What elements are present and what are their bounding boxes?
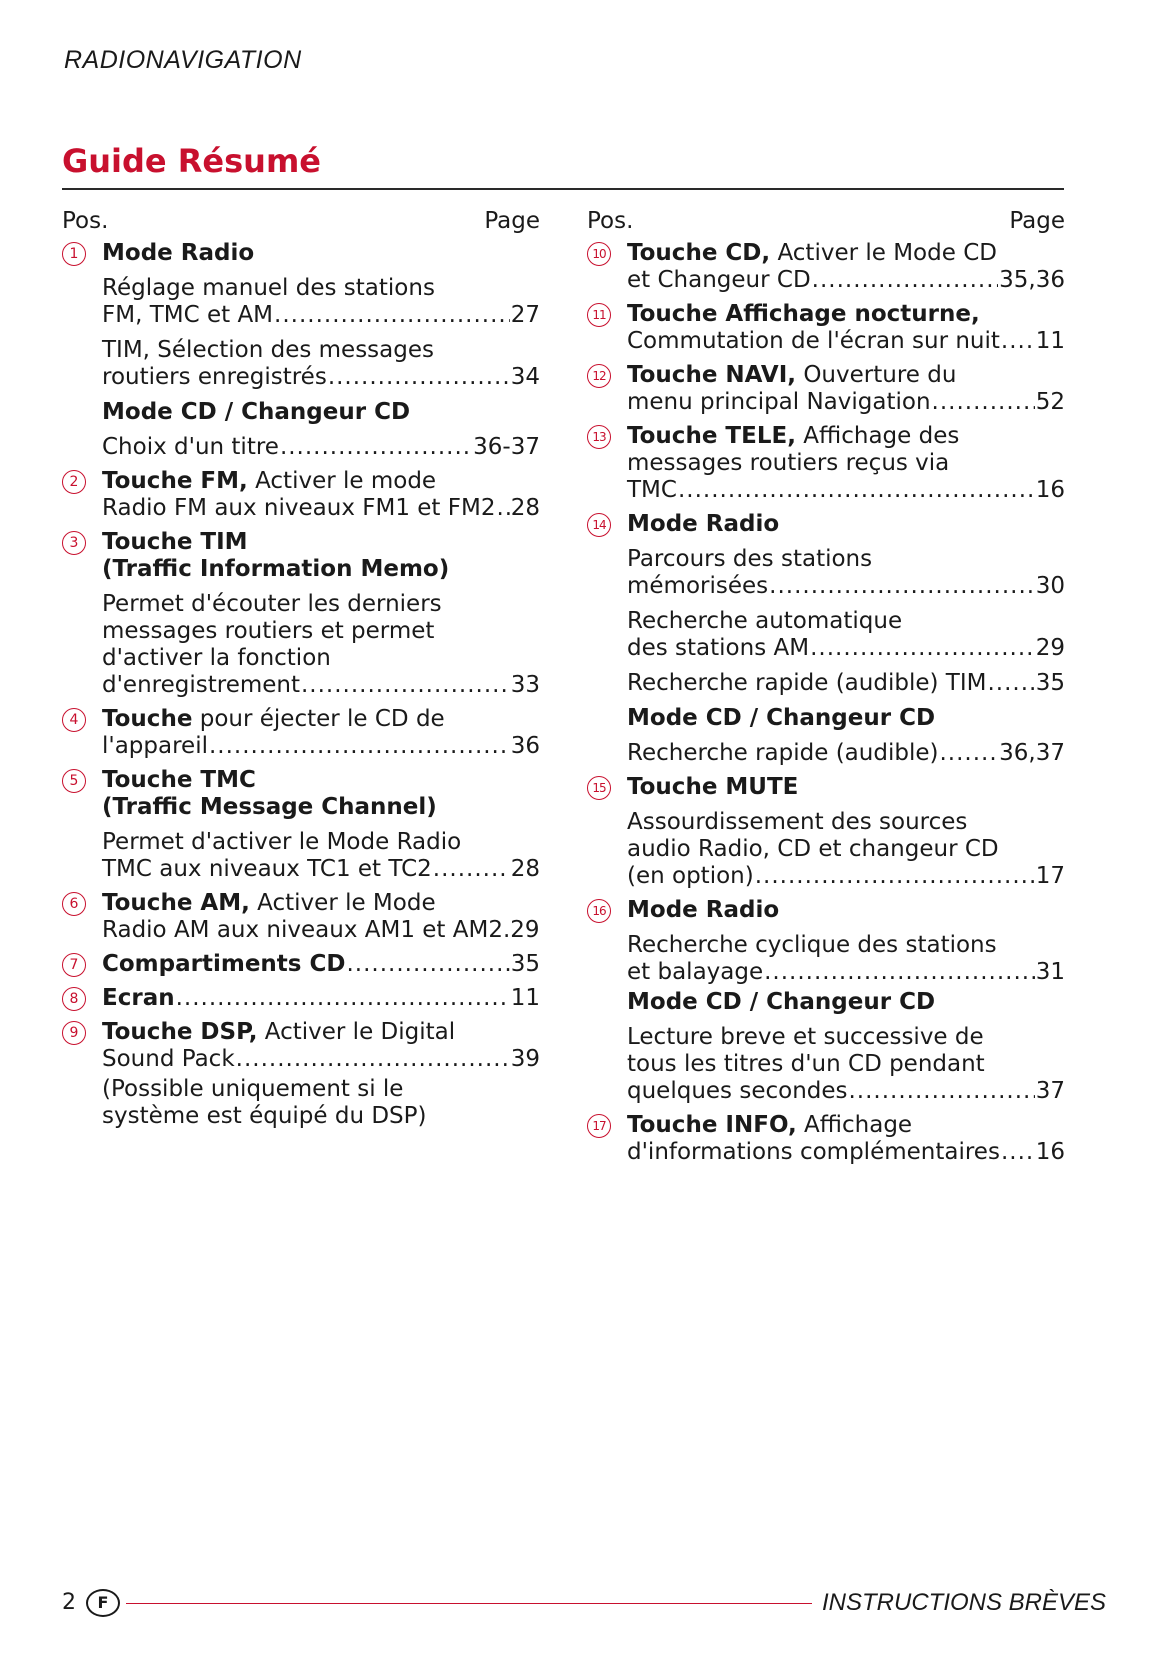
column-header xyxy=(587,208,1065,240)
entry-text: Ouverture du xyxy=(796,362,957,388)
sub-entry xyxy=(102,1076,540,1130)
entry-text: Affichage xyxy=(796,1112,913,1138)
entry-heading: Touche MUTE xyxy=(627,774,799,800)
page-ref: 36,37 xyxy=(999,740,1065,766)
position-marker: 2 xyxy=(62,470,86,494)
entry-heading: Touche AM, xyxy=(102,890,250,916)
toc-line xyxy=(102,985,540,1012)
dot-leader xyxy=(433,856,510,883)
entry-text: tous les titres d'un CD pendant xyxy=(627,1051,985,1077)
entry-text: des stations AM xyxy=(627,635,810,661)
toc-line xyxy=(102,495,540,522)
page-ref: 29 xyxy=(510,917,540,943)
entry-text: d'enregistrement xyxy=(102,672,300,698)
position-marker: 14 xyxy=(587,513,611,537)
dot-leader xyxy=(346,951,509,978)
dot-leader xyxy=(678,477,1035,504)
entry-subheading: Mode CD / Changeur CD xyxy=(627,705,936,731)
dot-leader xyxy=(755,863,1035,890)
toc-line xyxy=(627,1078,1065,1105)
dot-leader xyxy=(812,267,998,294)
entry-text: Permet d'activer le Mode Radio xyxy=(102,829,462,855)
entry-text: Réglage manuel des stations xyxy=(102,275,435,301)
entry-4 xyxy=(62,706,540,760)
toc-line xyxy=(627,635,1065,662)
entry-text: Choix d'un titre xyxy=(102,434,279,460)
sub-entry xyxy=(627,740,1065,767)
page-ref: 36-37 xyxy=(473,434,540,460)
entry-7 xyxy=(62,951,540,978)
toc-line xyxy=(102,302,540,329)
entry-text: d'informations complémentaires xyxy=(627,1139,1000,1165)
entry-text: mémorisées xyxy=(627,573,769,599)
dot-leader xyxy=(769,573,1035,600)
page-ref: 30 xyxy=(1035,573,1065,599)
entry-text: Sound Pack xyxy=(102,1046,235,1072)
entry-text: quelques secondes xyxy=(627,1078,848,1104)
entry-heading: Touche CD, xyxy=(627,240,771,266)
entry-text: TMC xyxy=(627,477,677,503)
left-column xyxy=(62,208,540,1137)
dot-leader xyxy=(810,635,1035,662)
toc-line xyxy=(102,672,540,699)
dot-leader xyxy=(1001,328,1035,355)
pos-label: Pos. xyxy=(587,208,634,234)
dot-leader xyxy=(274,302,510,329)
toc-line xyxy=(102,856,540,883)
sub-entry xyxy=(102,829,540,883)
entry-13 xyxy=(587,423,1065,504)
entry-text: Recherche automatique xyxy=(627,608,903,634)
entry-2 xyxy=(62,468,540,522)
page-ref: 29 xyxy=(1035,635,1065,661)
dot-leader xyxy=(496,495,509,522)
toc-line xyxy=(627,863,1065,890)
toc-line xyxy=(627,328,1065,355)
column-header xyxy=(62,208,540,240)
toc-line xyxy=(627,573,1065,600)
entry-text: routiers enregistrés xyxy=(102,364,327,390)
entry-subheading: Mode CD / Changeur CD xyxy=(627,989,936,1015)
entry-heading: Mode Radio xyxy=(102,240,255,266)
page-ref: 27 xyxy=(510,302,540,328)
entry-heading: (Traffic Message Channel) xyxy=(102,794,437,820)
entry-text: TMC aux niveaux TC1 et TC2 xyxy=(102,856,432,882)
entry-text: Activer le Mode xyxy=(249,890,436,916)
dot-leader xyxy=(176,985,510,1012)
note-text: (Possible uniquement si le xyxy=(102,1076,404,1102)
entry-text: Recherche rapide (audible) xyxy=(627,740,939,766)
dot-leader xyxy=(987,670,1034,697)
entry-heading: Compartiments CD xyxy=(102,951,346,977)
page-ref: 37 xyxy=(1035,1078,1065,1104)
page-ref: 34 xyxy=(510,364,540,390)
sub-entry xyxy=(627,546,1065,600)
page-ref: 16 xyxy=(1035,477,1065,503)
sub-entry xyxy=(627,670,1065,697)
country-badge: F xyxy=(86,1589,120,1617)
toc-line xyxy=(102,434,540,461)
entry-text: d'activer la fonction xyxy=(102,645,331,671)
entry-heading: Touche xyxy=(102,706,193,732)
entry-8 xyxy=(62,985,540,1012)
entry-text: Recherche cyclique des stations xyxy=(627,932,997,958)
entry-11 xyxy=(587,301,1065,355)
sub-entry xyxy=(102,337,540,391)
position-marker: 11 xyxy=(587,303,611,327)
entry-5 xyxy=(62,767,540,883)
sub-entry xyxy=(627,608,1065,662)
entry-3 xyxy=(62,529,540,699)
position-marker: 13 xyxy=(587,425,611,449)
toc-line xyxy=(627,1139,1065,1166)
entry-6 xyxy=(62,890,540,944)
entry-heading: Ecran xyxy=(102,985,175,1011)
toc-line xyxy=(627,740,1065,767)
toc-line xyxy=(627,477,1065,504)
running-head: RADIONAVIGATION xyxy=(64,46,302,74)
toc-line xyxy=(102,364,540,391)
pos-label: Pos. xyxy=(62,208,109,234)
footer-rule xyxy=(126,1603,812,1604)
entry-text: Radio AM aux niveaux AM1 et AM2. xyxy=(102,917,511,943)
dot-leader xyxy=(939,740,998,767)
entry-text: et Changeur CD xyxy=(627,267,811,293)
toc-line xyxy=(102,917,540,944)
page-ref: 16 xyxy=(1035,1139,1065,1165)
dot-leader xyxy=(280,434,472,461)
sub-entry xyxy=(102,275,540,329)
entry-text: Permet d'écouter les derniers xyxy=(102,591,442,617)
entry-text: pour éjecter le CD de xyxy=(192,706,445,732)
page-number: 2 xyxy=(62,1590,76,1615)
entry-text: Parcours des stations xyxy=(627,546,873,572)
page-ref: 28 xyxy=(510,495,540,521)
entry-text: Activer le Mode CD xyxy=(770,240,997,266)
toc-line xyxy=(102,951,540,978)
entry-heading: Mode Radio xyxy=(627,897,780,923)
page-ref: 35,36 xyxy=(999,267,1065,293)
dot-leader xyxy=(328,364,510,391)
sub-entry xyxy=(627,1024,1065,1105)
sub-entry xyxy=(627,809,1065,890)
entry-text: et balayage xyxy=(627,959,764,985)
page-ref: 11 xyxy=(1035,328,1065,354)
page-ref: 17 xyxy=(1035,863,1065,889)
position-marker: 17 xyxy=(587,1114,611,1138)
position-marker: 15 xyxy=(587,776,611,800)
position-marker: 5 xyxy=(62,769,86,793)
entry-text: audio Radio, CD et changeur CD xyxy=(627,836,999,862)
entry-text: Affichage des xyxy=(795,423,960,449)
page-ref: 28 xyxy=(510,856,540,882)
entry-9 xyxy=(62,1019,540,1130)
dot-leader xyxy=(236,1046,510,1073)
page-ref: 31 xyxy=(1035,959,1065,985)
entry-12 xyxy=(587,362,1065,416)
dot-leader xyxy=(932,389,1035,416)
entry-heading: Touche TIM xyxy=(102,529,248,555)
dot-leader xyxy=(849,1078,1035,1105)
entry-heading: Touche FM, xyxy=(102,468,248,494)
page-ref: 33 xyxy=(510,672,540,698)
toc-line xyxy=(627,670,1065,697)
entry-heading: Touche TELE, xyxy=(627,423,796,449)
entry-text: Activer le Digital xyxy=(257,1019,456,1045)
position-marker: 9 xyxy=(62,1021,86,1045)
entry-heading: Touche DSP, xyxy=(102,1019,258,1045)
entry-text: Commutation de l'écran sur nuit xyxy=(627,328,1000,354)
entry-17 xyxy=(587,1112,1065,1166)
page-ref: 52 xyxy=(1035,389,1065,415)
position-marker: 7 xyxy=(62,953,86,977)
toc-line xyxy=(627,959,1065,986)
position-marker: 16 xyxy=(587,899,611,923)
entry-heading: Touche INFO, xyxy=(627,1112,797,1138)
right-column xyxy=(587,208,1065,1173)
position-marker: 10 xyxy=(587,242,611,266)
page-ref: 35 xyxy=(1035,670,1065,696)
entry-1 xyxy=(62,240,540,461)
sub-entry xyxy=(102,591,540,699)
entry-15 xyxy=(587,774,1065,890)
toc-line xyxy=(102,733,540,760)
page-ref: 11 xyxy=(510,985,540,1011)
page-ref: 39 xyxy=(510,1046,540,1072)
title-rule xyxy=(62,188,1064,190)
dot-leader xyxy=(764,959,1035,986)
entry-10 xyxy=(587,240,1065,294)
entry-heading: Touche Affichage nocturne, xyxy=(627,301,980,327)
entry-heading: Mode Radio xyxy=(627,511,780,537)
entry-text: Assourdissement des sources xyxy=(627,809,968,835)
position-marker: 12 xyxy=(587,364,611,388)
sub-entry xyxy=(102,434,540,461)
position-marker: 3 xyxy=(62,531,86,555)
position-marker: 8 xyxy=(62,987,86,1011)
toc-line xyxy=(627,267,1065,294)
entry-14 xyxy=(587,511,1065,767)
toc-line xyxy=(627,389,1065,416)
toc-line xyxy=(102,1046,540,1073)
dot-leader xyxy=(1001,1139,1035,1166)
page-ref: 36 xyxy=(510,733,540,759)
page-ref: 35 xyxy=(510,951,540,977)
page-label: Page xyxy=(1009,208,1065,234)
page-title: Guide Résumé xyxy=(62,142,321,180)
entry-text: messages routiers et permet xyxy=(102,618,435,644)
entry-heading: Touche NAVI, xyxy=(627,362,797,388)
entry-text: messages routiers reçus via xyxy=(627,450,950,476)
entry-text: Recherche rapide (audible) TIM xyxy=(627,670,987,696)
footer-section-title: INSTRUCTIONS BRÈVES xyxy=(822,1589,1107,1616)
entry-text: Activer le mode xyxy=(247,468,437,494)
entry-text: l'appareil xyxy=(102,733,208,759)
page-label: Page xyxy=(484,208,540,234)
position-marker: 4 xyxy=(62,708,86,732)
entry-text: FM, TMC et AM xyxy=(102,302,274,328)
entry-text: Lecture breve et successive de xyxy=(627,1024,984,1050)
entry-text: Radio FM aux niveaux FM1 et FM2 xyxy=(102,495,496,521)
sub-entry xyxy=(627,932,1065,986)
entry-subheading: Mode CD / Changeur CD xyxy=(102,399,411,425)
entry-heading: Touche TMC xyxy=(102,767,256,793)
entry-text: TIM, Sélection des messages xyxy=(102,337,434,363)
note-text: système est équipé du DSP) xyxy=(102,1103,427,1129)
position-marker: 1 xyxy=(62,242,86,266)
position-marker: 6 xyxy=(62,892,86,916)
entry-heading: (Traffic Information Memo) xyxy=(102,556,450,582)
dot-leader xyxy=(209,733,510,760)
entry-text: menu principal Navigation xyxy=(627,389,931,415)
dot-leader xyxy=(301,672,510,699)
entry-text: (en option) xyxy=(627,863,754,889)
entry-16 xyxy=(587,897,1065,1105)
